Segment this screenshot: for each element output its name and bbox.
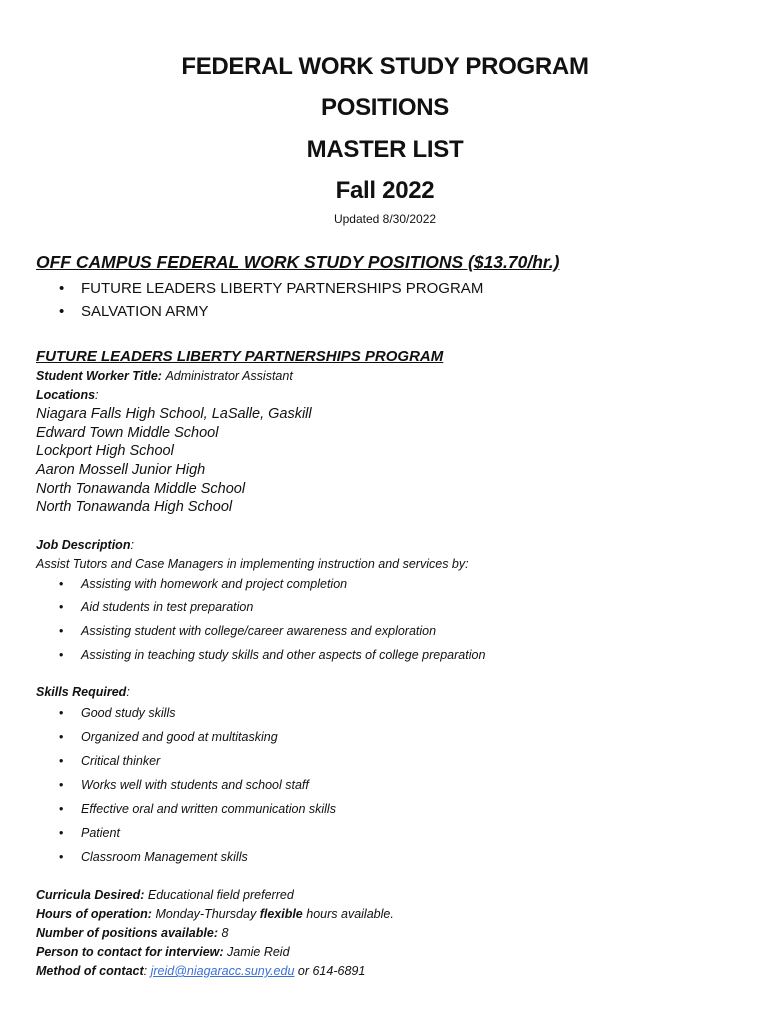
skill-item-label: Critical thinker <box>81 754 161 768</box>
positions-value: 8 <box>221 926 229 940</box>
job-description-label: Job Description <box>36 538 131 552</box>
title-label: Student Worker Title: <box>36 369 162 383</box>
hours-flexible: flexible <box>259 907 303 921</box>
contact-value: Jamie Reid <box>227 945 290 959</box>
contact-label: Person to contact for interview: <box>36 945 224 959</box>
job-item-label: Assisting with homework and project completion <box>81 577 348 591</box>
positions-line <box>36 926 228 940</box>
method-label: Method of contact <box>36 964 144 978</box>
title-value: Administrator Assistant <box>165 369 293 383</box>
off-campus-item-label: SALVATION ARMY <box>81 303 209 320</box>
curricula-line <box>36 888 294 902</box>
location-item: Lockport High School <box>36 443 174 459</box>
bullet-icon: • <box>59 706 64 720</box>
skill-item-label: Works well with students and school staff <box>81 778 309 792</box>
curricula-label: Curricula Desired: <box>36 888 145 902</box>
bullet-icon: • <box>59 600 64 614</box>
skill-item-label: Good study skills <box>81 706 176 720</box>
bullet-icon: • <box>59 778 64 792</box>
off-campus-item-label: FUTURE LEADERS LIBERTY PARTNERSHIPS PROGRAM <box>81 280 484 297</box>
bullet-icon: • <box>59 802 64 816</box>
method-line <box>36 964 365 978</box>
location-item: North Tonawanda High School <box>36 499 233 515</box>
job-item-label: Assisting student with college/career awareness and exploration <box>81 624 437 638</box>
positions-label: Number of positions available: <box>36 926 218 940</box>
location-item: Aaron Mossell Junior High <box>36 462 206 478</box>
bullet-icon: • <box>59 280 65 297</box>
method-colon: : <box>143 964 148 978</box>
off-campus-item <box>59 303 209 320</box>
doc-title-line2: POSITIONS <box>321 94 449 121</box>
job-colon: : <box>130 538 134 552</box>
hours-pre: Monday-Thursday <box>155 907 257 921</box>
job-item <box>59 600 254 614</box>
locations-label: Locations <box>36 388 96 402</box>
bullet-icon: • <box>59 303 65 320</box>
off-campus-item <box>59 280 484 297</box>
location-item: North Tonawanda Middle School <box>36 481 246 497</box>
bullet-icon: • <box>59 648 64 662</box>
skill-item-label: Patient <box>81 826 120 840</box>
job-intro: Assist Tutors and Case Managers in implementing instruction and services by: <box>36 557 469 571</box>
doc-title-line4: Fall 2022 <box>335 177 435 204</box>
program-heading: FUTURE LEADERS LIBERTY PARTNERSHIPS PROGRAM <box>36 348 444 365</box>
job-item <box>59 648 486 662</box>
skill-item-label: Organized and good at multitasking <box>81 730 278 744</box>
skills-label-line <box>36 685 130 699</box>
updated-date: Updated 8/30/2022 <box>333 212 437 226</box>
method-post: or 614-6891 <box>297 964 366 978</box>
locations-colon: : <box>95 388 99 402</box>
skill-item <box>59 754 161 768</box>
hours-post: hours available. <box>306 907 394 921</box>
job-item-label: Aid students in test preparation <box>81 600 254 614</box>
locations-label-line <box>36 388 99 402</box>
job-item <box>59 577 348 591</box>
doc-title-line1: FEDERAL WORK STUDY PROGRAM <box>181 53 589 80</box>
bullet-icon: • <box>59 826 64 840</box>
skill-item <box>59 730 278 744</box>
skill-item <box>59 778 309 792</box>
skill-item <box>59 706 176 720</box>
doc-title-line3: MASTER LIST <box>306 136 464 163</box>
curricula-value: Educational field preferred <box>147 888 294 902</box>
skill-item <box>59 826 120 840</box>
skill-item-label: Effective oral and written communication skills <box>81 802 336 816</box>
bullet-icon: • <box>59 730 64 744</box>
skill-item <box>59 802 336 816</box>
bullet-icon: • <box>59 754 64 768</box>
skills-colon: : <box>126 685 130 699</box>
student-worker-title <box>36 369 293 383</box>
bullet-icon: • <box>59 624 64 638</box>
contact-line <box>36 945 290 959</box>
skill-item <box>59 850 248 864</box>
bullet-icon: • <box>59 577 64 591</box>
off-campus-heading: OFF CAMPUS FEDERAL WORK STUDY POSITIONS ($13.70/hr.) <box>36 252 560 272</box>
location-item: Niagara Falls High School, LaSalle, Gaskill <box>36 406 312 422</box>
hours-label: Hours of operation: <box>36 907 152 921</box>
job-item <box>59 624 437 638</box>
skills-label: Skills Required <box>36 685 127 699</box>
job-item-label: Assisting in teaching study skills and other aspects of college preparation <box>81 648 486 662</box>
location-item: Edward Town Middle School <box>36 425 219 441</box>
skill-item-label: Classroom Management skills <box>81 850 248 864</box>
hours-line <box>36 907 394 921</box>
bullet-icon: • <box>59 850 64 864</box>
email-link[interactable]: jreid@niagaracc.suny.edu <box>150 964 295 978</box>
job-description-label-line <box>36 538 134 552</box>
